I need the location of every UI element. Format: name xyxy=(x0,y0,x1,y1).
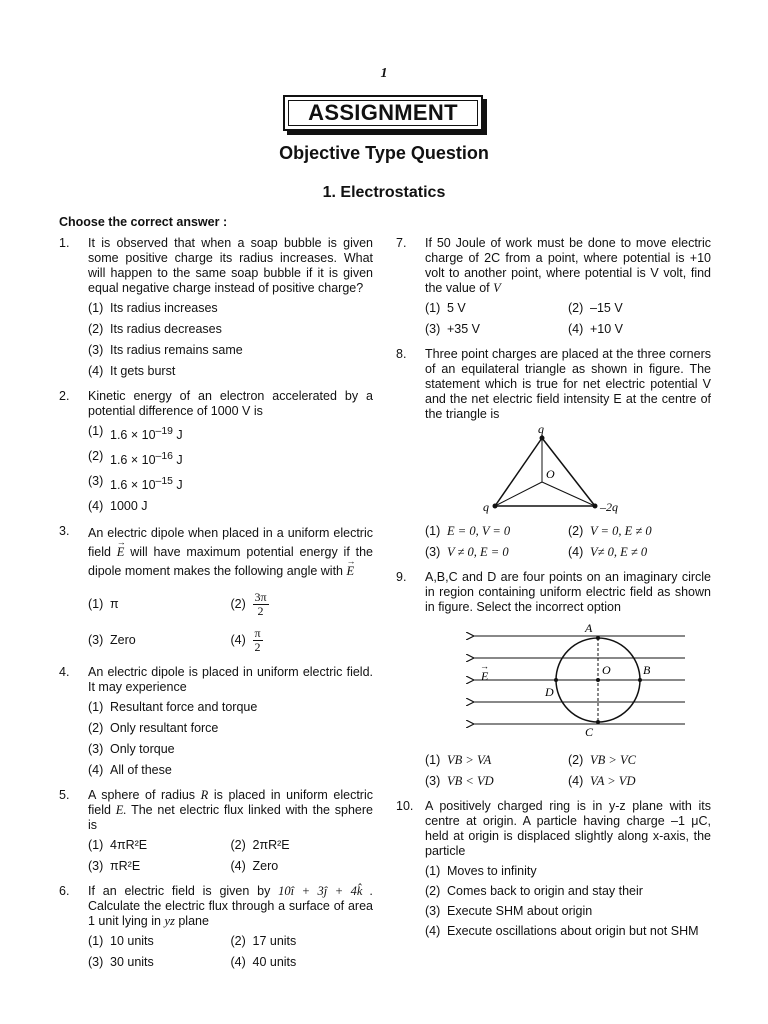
option[interactable]: (4) 40 units xyxy=(230,955,297,970)
option[interactable]: (2) $\frac{3\pi}{2}$ xyxy=(230,589,267,618)
option[interactable]: (4) $\frac{\pi}{2}$ xyxy=(230,625,261,654)
median-line xyxy=(495,482,542,506)
option[interactable]: (3) VB < VD xyxy=(425,774,494,788)
option[interactable]: (4) Execute oscillations about origin but not SHM xyxy=(425,924,699,938)
option[interactable]: (3) Its radius remains same xyxy=(88,343,243,357)
option[interactable]: (3) Zero xyxy=(88,632,136,647)
option[interactable]: (2) 17 units xyxy=(230,934,297,949)
question-7 xyxy=(396,236,711,343)
question-text: An electric dipole is placed in uniform electric field. It may experience xyxy=(88,665,373,695)
options xyxy=(425,753,711,795)
question-3 xyxy=(59,524,373,661)
question-text: A sphere of radius R is placed in uniform electric field E. The net electric flux linked with the sphere is xyxy=(88,788,373,833)
option[interactable]: (2) Comes back to origin and stay their xyxy=(425,884,643,898)
question-number: 1. xyxy=(59,236,70,250)
option[interactable]: (2) Its radius decreases xyxy=(88,322,222,336)
label-top-charge: q xyxy=(538,424,544,436)
triangle-figure xyxy=(425,424,711,520)
point-c xyxy=(596,720,600,724)
options xyxy=(425,524,711,566)
options xyxy=(425,864,711,944)
charge-point xyxy=(540,436,545,441)
question-9 xyxy=(396,570,711,795)
option[interactable]: (2) 2πR²E xyxy=(230,838,290,853)
question-2 xyxy=(59,389,373,520)
label-o: O xyxy=(602,663,611,677)
question-4 xyxy=(59,665,373,784)
question-number: 5. xyxy=(59,788,70,803)
label-left-charge: q xyxy=(483,500,489,514)
option[interactable]: (1) Resultant force and torque xyxy=(88,700,258,715)
option[interactable]: (3) +35 V xyxy=(425,322,481,336)
vector-e: → E xyxy=(346,562,354,581)
option[interactable]: (3) Execute SHM about origin xyxy=(425,904,593,918)
question-number: 2. xyxy=(59,389,70,403)
question-10 xyxy=(396,799,711,944)
label-c: C xyxy=(585,725,594,739)
option[interactable]: (4) All of these xyxy=(88,763,172,778)
subtitle: Objective Type Question xyxy=(279,143,489,163)
question-text: A,B,C and D are four points on an imaginary circle in region containing uniform electric field as shown in figure. Select the incorrect option xyxy=(425,570,711,614)
option[interactable]: (1) 4πR²E xyxy=(88,838,148,853)
label-right-charge: –2q xyxy=(600,500,618,514)
option[interactable]: (1) Moves to infinity xyxy=(425,864,537,878)
option[interactable]: (4) 1000 J xyxy=(88,499,148,514)
option[interactable]: (4) Zero xyxy=(230,859,279,874)
option[interactable]: (1) $1.6 \times 10^{-19}$ J xyxy=(88,424,183,443)
fraction: $\frac{\pi}{2}$ xyxy=(254,625,261,654)
label-a: A xyxy=(585,621,593,635)
option[interactable]: (2) $1.6 \times 10^{-16}$ J xyxy=(88,449,183,468)
vector-arrow: → xyxy=(480,661,489,671)
option[interactable]: (3) πR²E xyxy=(88,859,141,874)
page-number: 1 xyxy=(380,66,388,81)
question-text: It is observed that when a soap bubble is given some positive charge its radius increases. What will happen to the same soap bubble if it is given equal negative charge instead of positive charge? xyxy=(88,236,373,295)
option[interactable]: (1) VB > VA xyxy=(425,753,492,767)
question-number: 8. xyxy=(396,347,407,361)
option[interactable]: (3) Only torque xyxy=(88,742,175,757)
options xyxy=(88,934,373,976)
left-column xyxy=(59,236,373,980)
page-title: ASSIGNMENT xyxy=(283,95,483,131)
right-column xyxy=(396,236,711,948)
question-1 xyxy=(59,236,373,385)
point-o xyxy=(596,678,600,682)
option[interactable]: (1) Its radius increases xyxy=(88,301,218,315)
question-text: If an electric field is given by 10î + 3ĵ + 4k̂ . Calculate the electric flux through a surface of area 1 unit lying in yz plane xyxy=(88,884,373,929)
option[interactable]: (1) 10 units xyxy=(88,934,154,949)
question-number: 7. xyxy=(396,236,407,250)
options xyxy=(88,424,373,520)
triangle-edge xyxy=(495,438,542,506)
point-a xyxy=(596,636,600,640)
question-number: 6. xyxy=(59,884,70,899)
option[interactable]: (2) Only resultant force xyxy=(88,721,219,736)
label-d: D xyxy=(545,685,554,699)
label-e: E xyxy=(481,669,489,683)
question-number: 4. xyxy=(59,665,70,680)
charge-point xyxy=(493,504,498,509)
option[interactable]: (4) +10 V xyxy=(568,322,624,336)
question-text: If 50 Joule of work must be done to move electric charge of 2C from a point, where potential is +10 volt to another point, where potential is V volt, find the value of V xyxy=(425,236,711,295)
option[interactable]: (3) 30 units xyxy=(88,955,154,970)
section-heading: 1. Electrostatics xyxy=(322,184,446,201)
option[interactable]: (4) VA > VD xyxy=(568,774,636,788)
options xyxy=(88,589,373,661)
question-number: 9. xyxy=(396,570,407,584)
option[interactable]: (1) π xyxy=(88,596,119,611)
option[interactable]: (1) E = 0, V = 0 xyxy=(425,524,511,538)
options xyxy=(88,700,373,784)
label-b: B xyxy=(643,663,651,677)
circle-field-figure xyxy=(425,617,711,749)
question-number: 10. xyxy=(396,799,414,813)
option[interactable]: (3) $1.6 \times 10^{-15}$ J xyxy=(88,474,183,493)
option[interactable]: (4) It gets burst xyxy=(88,364,176,378)
question-text: Kinetic energy of an electron accelerated by a potential difference of 1000 V is xyxy=(88,389,373,418)
question-text: Three point charges are placed at the three corners of an equilateral triangle as shown in figure. The statement which is true for net electric potential V and the net electric field intensity E at the centre of the triangle is xyxy=(425,347,711,421)
median-line xyxy=(542,482,595,506)
option[interactable]: (2) –15 V xyxy=(568,301,623,315)
option[interactable]: (4) V≠ 0, E ≠ 0 xyxy=(568,545,648,559)
options xyxy=(88,301,373,385)
question-text: An electric dipole when placed in a uniform electric field → E will have maximum potential energy if the dipole moment makes the following angle with → E xyxy=(88,524,373,581)
point-b xyxy=(638,678,642,682)
option[interactable]: (2) VB > VC xyxy=(568,753,636,767)
option[interactable]: (1) 5 V xyxy=(425,301,466,315)
instruction: Choose the correct answer : xyxy=(59,215,228,229)
question-5 xyxy=(59,788,373,880)
options xyxy=(425,301,711,343)
question-8 xyxy=(396,347,711,566)
point-d xyxy=(554,678,558,682)
question-6 xyxy=(59,884,373,976)
label-centre: O xyxy=(546,467,555,481)
charge-point xyxy=(593,504,598,509)
fraction: $\frac{3\pi}{2}$ xyxy=(254,589,267,618)
option[interactable]: (2) V = 0, E ≠ 0 xyxy=(568,524,652,538)
option[interactable]: (3) V ≠ 0, E = 0 xyxy=(425,545,509,559)
vector-e: → E xyxy=(117,543,125,562)
question-number: 3. xyxy=(59,524,70,539)
field-expression: 10î + 3ĵ + 4k̂ . xyxy=(278,884,373,899)
question-text: A positively charged ring is in y-z plane with its centre at origin. A particle having charge –1 μC, held at origin is displaced slightly along x-axis, the particle xyxy=(425,799,711,858)
options xyxy=(88,838,373,880)
